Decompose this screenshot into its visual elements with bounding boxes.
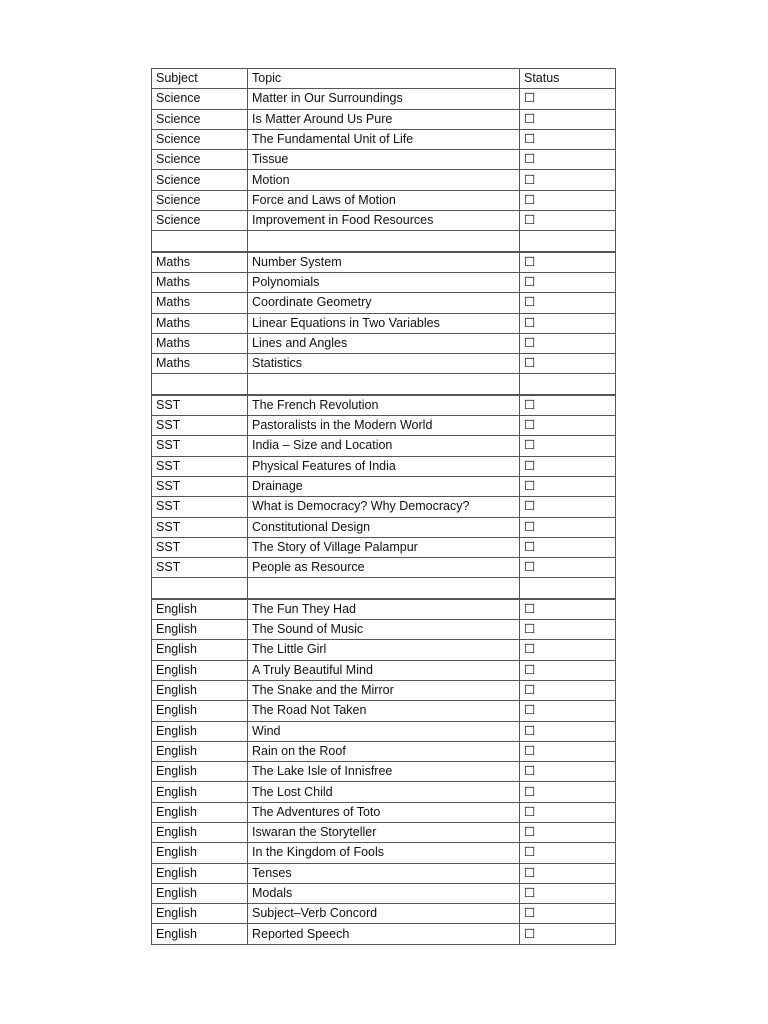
status-checkbox[interactable]: ☐ <box>520 822 616 842</box>
topic-cell: The Fun They Had <box>248 599 520 620</box>
table-row <box>152 883 616 903</box>
topic-cell: Motion <box>248 170 520 190</box>
topic-cell: Lines and Angles <box>248 333 520 353</box>
subject-cell: English <box>152 802 248 822</box>
subject-cell: Maths <box>152 313 248 333</box>
table-row <box>152 211 616 231</box>
header-subject: Subject <box>152 69 248 89</box>
status-checkbox[interactable]: ☐ <box>520 782 616 802</box>
status-checkbox[interactable]: ☐ <box>520 517 616 537</box>
table-row <box>152 620 616 640</box>
status-checkbox[interactable]: ☐ <box>520 395 616 416</box>
table-row <box>152 150 616 170</box>
subject-cell: SST <box>152 537 248 557</box>
status-checkbox[interactable]: ☐ <box>520 109 616 129</box>
table-row <box>152 537 616 557</box>
table-row <box>152 904 616 924</box>
status-checkbox[interactable]: ☐ <box>520 802 616 822</box>
status-checkbox[interactable]: ☐ <box>520 843 616 863</box>
subject-cell: SST <box>152 497 248 517</box>
topic-cell: Coordinate Geometry <box>248 293 520 313</box>
topic-cell: Rain on the Roof <box>248 741 520 761</box>
table-row <box>152 762 616 782</box>
table-row <box>152 822 616 842</box>
topic-cell <box>248 374 520 395</box>
subject-cell: SST <box>152 558 248 578</box>
status-checkbox[interactable]: ☐ <box>520 680 616 700</box>
subject-cell: English <box>152 782 248 802</box>
subject-cell: SST <box>152 436 248 456</box>
table-row <box>152 190 616 210</box>
table-row <box>152 517 616 537</box>
table-row <box>152 782 616 802</box>
subject-cell: English <box>152 620 248 640</box>
status-checkbox[interactable]: ☐ <box>520 863 616 883</box>
topic-cell: Modals <box>248 883 520 903</box>
topic-cell: Number System <box>248 252 520 273</box>
table-row <box>152 741 616 761</box>
subject-cell: SST <box>152 395 248 416</box>
header-status: Status <box>520 69 616 89</box>
topic-cell: What is Democracy? Why Democracy? <box>248 497 520 517</box>
status-checkbox[interactable]: ☐ <box>520 456 616 476</box>
subject-cell <box>152 578 248 599</box>
subject-cell: Science <box>152 89 248 109</box>
topic-cell: Improvement in Food Resources <box>248 211 520 231</box>
topic-cell: The French Revolution <box>248 395 520 416</box>
subject-cell: Maths <box>152 333 248 353</box>
topic-cell: Reported Speech <box>248 924 520 944</box>
topic-cell: The Lake Isle of Innisfree <box>248 762 520 782</box>
table-row <box>152 354 616 374</box>
status-checkbox[interactable]: ☐ <box>520 640 616 660</box>
subject-cell: SST <box>152 517 248 537</box>
topic-cell: Subject–Verb Concord <box>248 904 520 924</box>
subject-cell: English <box>152 904 248 924</box>
subject-cell: Science <box>152 211 248 231</box>
subject-cell <box>152 231 248 252</box>
subject-cell: English <box>152 822 248 842</box>
status-checkbox[interactable]: ☐ <box>520 272 616 292</box>
table-row <box>152 456 616 476</box>
subject-cell: English <box>152 599 248 620</box>
topic-cell: The Little Girl <box>248 640 520 660</box>
table-row <box>152 129 616 149</box>
topic-cell: People as Resource <box>248 558 520 578</box>
table-row <box>152 333 616 353</box>
status-checkbox[interactable]: ☐ <box>520 252 616 273</box>
status-checkbox[interactable]: ☐ <box>520 89 616 109</box>
status-checkbox[interactable]: ☐ <box>520 150 616 170</box>
status-checkbox[interactable]: ☐ <box>520 211 616 231</box>
subject-cell: English <box>152 762 248 782</box>
status-checkbox[interactable]: ☐ <box>520 924 616 944</box>
table-row <box>152 293 616 313</box>
topic-cell: Linear Equations in Two Variables <box>248 313 520 333</box>
spacer-row <box>152 231 616 252</box>
subject-cell: Science <box>152 129 248 149</box>
status-checkbox[interactable]: ☐ <box>520 333 616 353</box>
subject-cell: English <box>152 701 248 721</box>
table-row <box>152 252 616 273</box>
spacer-row <box>152 374 616 395</box>
subject-cell: English <box>152 721 248 741</box>
topic-cell: The Lost Child <box>248 782 520 802</box>
table-row <box>152 843 616 863</box>
table-row <box>152 476 616 496</box>
topic-cell: Constitutional Design <box>248 517 520 537</box>
status-checkbox[interactable]: ☐ <box>520 558 616 578</box>
table-row <box>152 599 616 620</box>
status-checkbox[interactable]: ☐ <box>520 354 616 374</box>
status-checkbox[interactable]: ☐ <box>520 762 616 782</box>
status-checkbox[interactable]: ☐ <box>520 660 616 680</box>
topic-cell: Physical Features of India <box>248 456 520 476</box>
topic-cell: Tenses <box>248 863 520 883</box>
subject-cell: English <box>152 741 248 761</box>
study-tracker-table <box>151 68 616 945</box>
status-checkbox[interactable]: ☐ <box>520 436 616 456</box>
table-row <box>152 863 616 883</box>
topic-cell: The Adventures of Toto <box>248 802 520 822</box>
topic-cell: Pastoralists in the Modern World <box>248 416 520 436</box>
status-checkbox[interactable]: ☐ <box>520 741 616 761</box>
status-checkbox[interactable]: ☐ <box>520 599 616 620</box>
topic-cell: Force and Laws of Motion <box>248 190 520 210</box>
subject-cell <box>152 374 248 395</box>
table-row <box>152 497 616 517</box>
topic-cell: The Road Not Taken <box>248 701 520 721</box>
table-row <box>152 680 616 700</box>
subject-cell: English <box>152 640 248 660</box>
status-checkbox[interactable]: ☐ <box>520 129 616 149</box>
status-checkbox[interactable]: ☐ <box>520 620 616 640</box>
subject-cell: SST <box>152 456 248 476</box>
table-row <box>152 416 616 436</box>
table-row <box>152 701 616 721</box>
status-checkbox <box>520 374 616 395</box>
table-row <box>152 170 616 190</box>
status-checkbox[interactable]: ☐ <box>520 293 616 313</box>
topic-cell: Matter in Our Surroundings <box>248 89 520 109</box>
subject-cell: English <box>152 843 248 863</box>
table-row <box>152 89 616 109</box>
status-checkbox[interactable]: ☐ <box>520 190 616 210</box>
topic-cell: The Story of Village Palampur <box>248 537 520 557</box>
subject-cell: English <box>152 660 248 680</box>
subject-cell: Maths <box>152 354 248 374</box>
topic-cell: A Truly Beautiful Mind <box>248 660 520 680</box>
subject-cell: English <box>152 680 248 700</box>
status-checkbox[interactable]: ☐ <box>520 883 616 903</box>
topic-cell: Wind <box>248 721 520 741</box>
subject-cell: Science <box>152 170 248 190</box>
table-row <box>152 924 616 944</box>
table-row <box>152 436 616 456</box>
subject-cell: English <box>152 924 248 944</box>
subject-cell: SST <box>152 416 248 436</box>
header-topic: Topic <box>248 69 520 89</box>
table-row <box>152 558 616 578</box>
topic-cell: Statistics <box>248 354 520 374</box>
status-checkbox[interactable]: ☐ <box>520 170 616 190</box>
table-body <box>152 69 616 945</box>
table-row <box>152 395 616 416</box>
subject-cell: English <box>152 863 248 883</box>
subject-cell: Maths <box>152 293 248 313</box>
table-header-row <box>152 69 616 89</box>
topic-cell: Tissue <box>248 150 520 170</box>
topic-cell <box>248 578 520 599</box>
table-row <box>152 640 616 660</box>
table-row <box>152 272 616 292</box>
subject-cell: Science <box>152 190 248 210</box>
topic-cell: Iswaran the Storyteller <box>248 822 520 842</box>
subject-cell: Science <box>152 109 248 129</box>
subject-cell: Maths <box>152 252 248 273</box>
topic-cell: The Fundamental Unit of Life <box>248 129 520 149</box>
table-row <box>152 313 616 333</box>
table-row <box>152 802 616 822</box>
topic-cell: Drainage <box>248 476 520 496</box>
topic-cell: Is Matter Around Us Pure <box>248 109 520 129</box>
table-row <box>152 721 616 741</box>
topic-cell: The Sound of Music <box>248 620 520 640</box>
status-checkbox[interactable]: ☐ <box>520 476 616 496</box>
status-checkbox <box>520 231 616 252</box>
status-checkbox <box>520 578 616 599</box>
status-checkbox[interactable]: ☐ <box>520 701 616 721</box>
status-checkbox[interactable]: ☐ <box>520 904 616 924</box>
topic-cell: In the Kingdom of Fools <box>248 843 520 863</box>
table-row <box>152 660 616 680</box>
table-row <box>152 109 616 129</box>
status-checkbox[interactable]: ☐ <box>520 416 616 436</box>
subject-cell: Science <box>152 150 248 170</box>
spacer-row <box>152 578 616 599</box>
status-checkbox[interactable]: ☐ <box>520 313 616 333</box>
topic-cell: India – Size and Location <box>248 436 520 456</box>
subject-cell: English <box>152 883 248 903</box>
topic-cell: The Snake and the Mirror <box>248 680 520 700</box>
subject-cell: SST <box>152 476 248 496</box>
status-checkbox[interactable]: ☐ <box>520 537 616 557</box>
status-checkbox[interactable]: ☐ <box>520 497 616 517</box>
subject-cell: Maths <box>152 272 248 292</box>
topic-cell: Polynomials <box>248 272 520 292</box>
status-checkbox[interactable]: ☐ <box>520 721 616 741</box>
topic-cell <box>248 231 520 252</box>
